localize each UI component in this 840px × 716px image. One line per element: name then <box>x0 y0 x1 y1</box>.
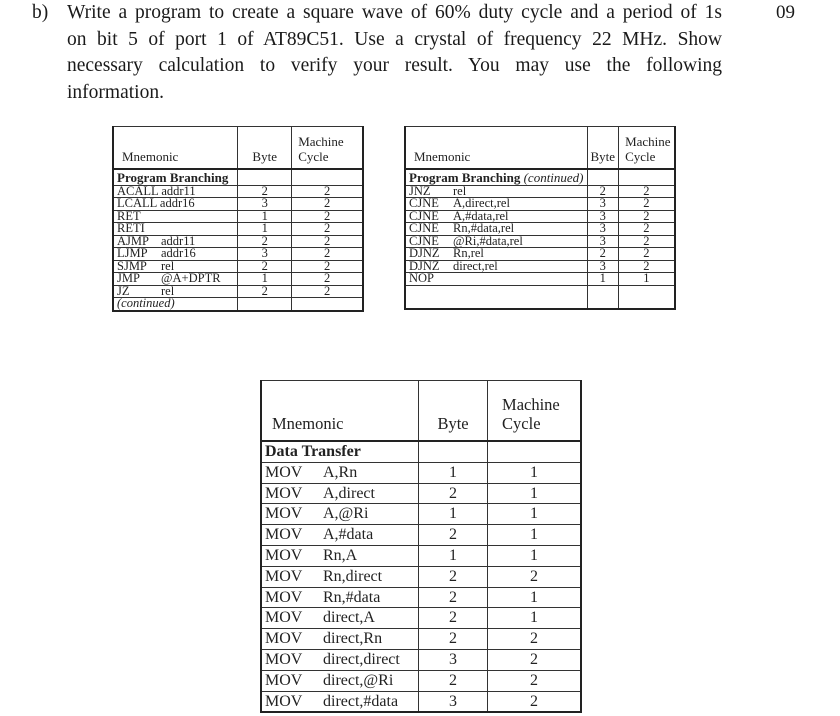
cycle-cell: 2 <box>292 273 363 286</box>
mnemonic-cell <box>261 587 419 608</box>
table-row <box>405 235 675 248</box>
instruction-table-branching-continued <box>404 126 676 310</box>
table-row <box>405 260 675 273</box>
table-row <box>261 629 581 650</box>
byte-cell: 2 <box>587 185 619 198</box>
opcode: JNZ <box>409 185 431 198</box>
byte-cell: 2 <box>238 285 292 298</box>
opcode: ACALL addr11 <box>117 185 196 198</box>
cycle-cell: 2 <box>292 223 363 236</box>
cycle-cell: 2 <box>292 198 363 211</box>
byte-cell: 1 <box>238 210 292 223</box>
byte-cell: 3 <box>587 235 619 248</box>
mnemonic-cell <box>113 248 238 261</box>
table-row <box>405 198 675 211</box>
byte-cell: 2 <box>238 235 292 248</box>
header-cycle-line1: Machine <box>502 395 560 414</box>
table-row <box>405 185 675 198</box>
section-title: Data Transfer <box>261 441 419 462</box>
cycle-cell: 1 <box>488 504 581 525</box>
byte-cell: 1 <box>419 504 488 525</box>
mnemonic-cell <box>113 210 238 223</box>
cycle-cell: 2 <box>619 248 675 261</box>
operand: Rn,#data,rel <box>453 222 515 235</box>
table-row <box>261 587 581 608</box>
operand: direct,@Ri <box>323 671 394 689</box>
operand: direct,direct <box>323 650 400 668</box>
cycle-cell: 2 <box>292 248 363 261</box>
mnemonic-cell <box>405 210 587 223</box>
opcode: MOV <box>265 630 303 648</box>
table-row <box>261 649 581 670</box>
operand: addr11 <box>161 235 196 248</box>
table-row <box>261 483 581 504</box>
opcode: MOV <box>265 671 303 689</box>
question-line: necessary calculation to verify your result. You may use the following <box>67 55 722 76</box>
mnemonic-cell <box>113 198 238 211</box>
cycle-cell: 1 <box>488 608 581 629</box>
section-title: Program Branching <box>113 169 238 186</box>
mnemonic-cell <box>113 273 238 286</box>
question-line: on bit 5 of port 1 of AT89C51. Use a crystal of frequency 22 MHz. Show <box>67 28 722 50</box>
byte-cell: 3 <box>238 248 292 261</box>
byte-cell: 2 <box>419 483 488 504</box>
opcode: MOV <box>265 588 303 606</box>
byte-cell: 1 <box>587 273 619 286</box>
opcode: MOV <box>265 609 303 627</box>
cycle-cell: 2 <box>292 285 363 298</box>
table-row <box>261 608 581 629</box>
byte-cell: 3 <box>419 691 488 712</box>
cycle-cell: 2 <box>488 629 581 650</box>
opcode: NOP <box>409 272 435 285</box>
byte-cell: 2 <box>419 670 488 691</box>
operand: addr16 <box>161 247 196 260</box>
table-row <box>405 248 675 261</box>
operand: direct,#data <box>323 692 399 710</box>
operand: Rn,direct <box>323 567 383 585</box>
section-title-text: Program Branching <box>409 169 521 185</box>
opcode: LJMP <box>117 247 148 260</box>
header-cycle <box>619 127 675 169</box>
mnemonic-cell <box>405 260 587 273</box>
mnemonic-cell <box>405 235 587 248</box>
table-row <box>261 525 581 546</box>
opcode: MOV <box>265 546 303 564</box>
operand: rel <box>453 185 467 198</box>
header-cycle-line2: Cycle <box>298 148 329 164</box>
header-cycle-line2: Cycle <box>502 414 541 433</box>
mnemonic-cell <box>405 248 587 261</box>
opcode: MOV <box>265 650 303 668</box>
opcode: DJNZ <box>409 260 440 273</box>
mnemonic-cell <box>113 223 238 236</box>
cycle-cell: 2 <box>619 198 675 211</box>
instruction-table-branching <box>112 126 364 312</box>
cycle-cell: 2 <box>619 223 675 236</box>
opcode: MOV <box>265 484 303 502</box>
byte-cell: 2 <box>419 608 488 629</box>
continued-note: (continued) <box>113 298 238 311</box>
byte-cell: 1 <box>238 223 292 236</box>
byte-cell: 3 <box>419 649 488 670</box>
byte-cell: 2 <box>419 566 488 587</box>
operand: A,Rn <box>323 463 358 481</box>
table-row <box>113 235 363 248</box>
mnemonic-cell <box>405 185 587 198</box>
opcode: JMP <box>117 272 140 285</box>
byte-cell: 3 <box>587 210 619 223</box>
byte-cell: 2 <box>419 587 488 608</box>
mnemonic-cell <box>261 649 419 670</box>
operand: direct,rel <box>453 260 498 273</box>
mnemonic-cell <box>261 608 419 629</box>
table-row <box>261 670 581 691</box>
table-row <box>261 545 581 566</box>
table-row <box>405 210 675 223</box>
section-title-note: (continued) <box>523 169 584 185</box>
question-line: information. <box>67 81 164 103</box>
cycle-cell: 2 <box>292 235 363 248</box>
byte-cell: 2 <box>587 248 619 261</box>
table-row <box>113 223 363 236</box>
operand: Rn,rel <box>453 247 484 260</box>
section-title <box>405 169 587 186</box>
header-cycle-line2: Cycle <box>625 148 656 164</box>
byte-cell: 2 <box>238 185 292 198</box>
byte-cell: 3 <box>587 223 619 236</box>
header-mnemonic: Mnemonic <box>113 127 238 169</box>
instruction-table-data-transfer <box>260 380 582 713</box>
table-row <box>261 691 581 712</box>
mnemonic-cell <box>261 691 419 712</box>
header-mnemonic: Mnemonic <box>261 381 419 442</box>
question-marks: 09 <box>776 2 795 23</box>
cycle-cell: 1 <box>488 587 581 608</box>
cycle-cell: 2 <box>488 691 581 712</box>
opcode: RET <box>117 210 141 223</box>
cycle-cell: 1 <box>619 273 675 286</box>
table-row <box>113 260 363 273</box>
opcode: MOV <box>265 463 303 481</box>
mnemonic-cell <box>261 483 419 504</box>
mnemonic-cell <box>113 235 238 248</box>
cycle-cell: 2 <box>292 185 363 198</box>
byte-cell: 1 <box>419 545 488 566</box>
table-row <box>113 185 363 198</box>
question-label: b) <box>32 2 49 23</box>
cycle-cell: 2 <box>619 210 675 223</box>
cycle-cell: 2 <box>488 670 581 691</box>
cycle-cell: 2 <box>619 235 675 248</box>
opcode: MOV <box>265 505 303 523</box>
mnemonic-cell <box>261 525 419 546</box>
header-byte: Byte <box>238 127 292 169</box>
cycle-cell: 1 <box>488 462 581 483</box>
mnemonic-cell <box>113 285 238 298</box>
table-row <box>113 198 363 211</box>
mnemonic-cell <box>261 504 419 525</box>
operand: A,direct,rel <box>453 197 510 210</box>
header-cycle-line1: Machine <box>625 133 671 149</box>
cycle-cell: 2 <box>619 260 675 273</box>
table-row <box>405 223 675 236</box>
table-row <box>261 462 581 483</box>
table-row <box>113 210 363 223</box>
operand: direct,Rn <box>323 630 383 648</box>
header-byte: Byte <box>419 381 488 442</box>
operand: Rn,#data <box>323 588 381 606</box>
operand: @A+DPTR <box>161 272 221 285</box>
table-row <box>113 285 363 298</box>
header-byte: Byte <box>587 127 619 169</box>
byte-cell: 2 <box>238 260 292 273</box>
byte-cell: 3 <box>587 260 619 273</box>
table-row <box>113 273 363 286</box>
header-cycle <box>292 127 363 169</box>
opcode: RETI <box>117 222 145 235</box>
cycle-cell: 2 <box>619 185 675 198</box>
table-row <box>261 504 581 525</box>
opcode: DJNZ <box>409 247 440 260</box>
table-row <box>261 566 581 587</box>
operand: @Ri,#data,rel <box>453 235 523 248</box>
opcode: CJNE <box>409 197 439 210</box>
header-mnemonic: Mnemonic <box>405 127 587 169</box>
opcode: LCALL addr16 <box>117 197 195 210</box>
question-text <box>67 0 722 106</box>
table-row <box>113 248 363 261</box>
opcode: AJMP <box>117 235 149 248</box>
question-line: Write a program to create a square wave of 60% duty cycle and a period of 1s <box>67 2 722 23</box>
mnemonic-cell <box>261 629 419 650</box>
opcode: MOV <box>265 567 303 585</box>
opcode: MOV <box>265 692 303 710</box>
byte-cell: 1 <box>419 462 488 483</box>
opcode: MOV <box>265 526 303 544</box>
operand: A,direct <box>323 484 375 502</box>
mnemonic-cell <box>405 223 587 236</box>
operand: rel <box>161 285 175 298</box>
mnemonic-cell <box>261 566 419 587</box>
mnemonic-cell <box>261 462 419 483</box>
cycle-cell: 1 <box>488 525 581 546</box>
byte-cell: 2 <box>419 525 488 546</box>
byte-cell: 2 <box>419 629 488 650</box>
header-cycle <box>488 381 581 442</box>
opcode: CJNE <box>409 235 439 248</box>
cycle-cell: 2 <box>292 260 363 273</box>
mnemonic-cell <box>261 670 419 691</box>
operand: rel <box>161 260 175 273</box>
opcode: CJNE <box>409 210 439 223</box>
byte-cell: 1 <box>238 273 292 286</box>
mnemonic-cell <box>113 185 238 198</box>
mnemonic-cell <box>405 198 587 211</box>
cycle-cell: 2 <box>488 566 581 587</box>
opcode: SJMP <box>117 260 147 273</box>
cycle-cell: 1 <box>488 483 581 504</box>
operand: A,@Ri <box>323 505 369 523</box>
operand: A,#data <box>323 526 374 544</box>
cycle-cell: 2 <box>488 649 581 670</box>
operand: direct,A <box>323 609 375 627</box>
operand: Rn,A <box>323 546 358 564</box>
cycle-cell: 2 <box>292 210 363 223</box>
byte-cell: 3 <box>587 198 619 211</box>
opcode: CJNE <box>409 222 439 235</box>
mnemonic-cell <box>261 545 419 566</box>
mnemonic-cell <box>113 260 238 273</box>
byte-cell: 3 <box>238 198 292 211</box>
operand: A,#data,rel <box>453 210 509 223</box>
cycle-cell: 1 <box>488 545 581 566</box>
header-cycle-line1: Machine <box>298 133 344 149</box>
opcode: JZ <box>117 285 130 298</box>
table-row <box>405 273 675 286</box>
mnemonic-cell <box>405 273 587 286</box>
